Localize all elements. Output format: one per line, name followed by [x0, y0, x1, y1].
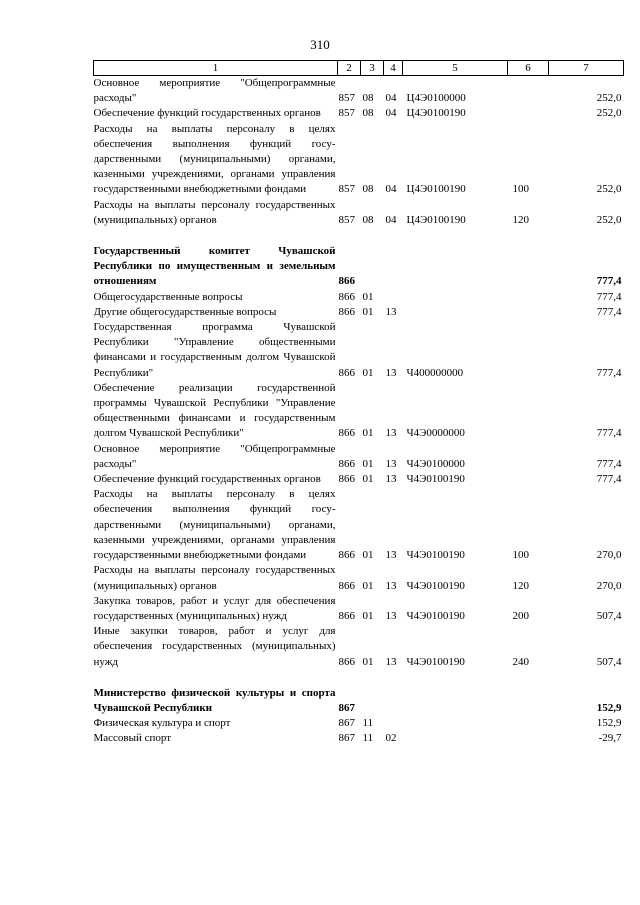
section-code: 01 — [362, 579, 374, 592]
target-article-code: Ц4Э0100190 — [406, 183, 466, 196]
section-code: 01 — [362, 427, 374, 440]
subsection-code: 13 — [385, 609, 397, 622]
subsection-code: 02 — [385, 732, 397, 745]
spacer-row — [94, 670, 624, 686]
section-header-row — [94, 686, 624, 716]
expense-type-code — [508, 106, 549, 121]
section-code: 08 — [362, 213, 374, 226]
row-name: Другие общегосударственные вопросы — [93, 305, 277, 318]
row-name: Расходы на выплаты персоналу в целях обеспечения выполнения функций государственными (муниципальными) органами, казенными учреждениями, органами управления государственными внебюджетными фондами — [93, 122, 336, 196]
table-row — [94, 76, 624, 107]
budget-table — [93, 60, 624, 747]
row-name: Общегосударственные вопросы — [93, 290, 243, 303]
amount: 777,4 — [596, 457, 622, 470]
section-code: 01 — [362, 473, 374, 486]
subsection-code: 13 — [385, 366, 397, 379]
section-code: 01 — [362, 549, 374, 562]
ministry-code: 866 — [338, 305, 355, 318]
expense-type-code — [508, 472, 549, 487]
section-code: 01 — [362, 609, 374, 622]
ministry-code: 857 — [338, 213, 355, 226]
amount: 252,0 — [596, 92, 622, 105]
row-name: Основное мероприятие "Общепрограммные расходы" — [93, 442, 336, 470]
table-row — [94, 320, 624, 381]
expense-type-code: 100 — [512, 549, 529, 562]
section-code: 08 — [362, 107, 374, 120]
ministry-code: 866 — [338, 579, 355, 592]
section-code: 11 — [362, 717, 374, 730]
row-name: Государственный комитет Чувашской Республики по имущественным и земельным отношениям — [93, 245, 336, 288]
row-name: Закупка товаров, работ и услуг для обеспечения государственных (муниципальных) нужд — [93, 594, 336, 622]
subsection-code: 13 — [385, 457, 397, 470]
amount: 777,4 — [596, 275, 622, 288]
target-article-code: Ц4Э0100000 — [406, 92, 466, 105]
subsection-code — [384, 686, 403, 716]
target-article-code: Ч400000000 — [406, 366, 464, 379]
spacer-cell — [94, 228, 624, 244]
target-article-code: Ч4Э0100190 — [406, 655, 465, 668]
row-name: Иные закупки товаров, работ и услуг для обеспечения государственных (муниципальных) нужд — [93, 625, 336, 668]
target-article-code — [403, 244, 508, 290]
row-name: Основное мероприятие "Общепрограммные расходы" — [93, 77, 336, 105]
column-header: 4 — [384, 61, 403, 76]
subsection-code: 04 — [385, 213, 397, 226]
table-row — [94, 624, 624, 670]
amount: 252,0 — [596, 213, 622, 226]
ministry-code: 867 — [338, 701, 355, 714]
amount: 270,0 — [596, 549, 622, 562]
table-row — [94, 106, 624, 121]
expense-type-code — [508, 731, 549, 746]
amount: 152,9 — [596, 717, 622, 730]
column-header-row — [94, 61, 624, 76]
subsection-code — [384, 716, 403, 731]
target-article-code — [403, 686, 508, 716]
amount: -29,7 — [598, 732, 622, 745]
subsection-code: 13 — [385, 549, 397, 562]
table-row — [94, 472, 624, 487]
column-header: 7 — [549, 61, 624, 76]
ministry-code: 866 — [338, 366, 355, 379]
expense-type-code — [508, 686, 549, 716]
section-code — [361, 686, 384, 716]
section-code: 01 — [362, 655, 374, 668]
ministry-code: 866 — [338, 457, 355, 470]
spacer-row — [94, 228, 624, 244]
section-code: 01 — [362, 290, 374, 303]
table-row — [94, 122, 624, 198]
ministry-code: 857 — [338, 92, 355, 105]
amount: 252,0 — [596, 183, 622, 196]
section-code — [361, 244, 384, 290]
expense-type-code — [508, 244, 549, 290]
section-code: 01 — [362, 305, 374, 318]
section-code: 01 — [362, 366, 374, 379]
expense-type-code — [508, 716, 549, 731]
expense-type-code: 120 — [512, 213, 529, 226]
amount: 252,0 — [596, 107, 622, 120]
target-article-code — [403, 305, 508, 320]
ministry-code: 866 — [338, 549, 355, 562]
target-article-code: Ч4Э0100000 — [406, 457, 465, 470]
ministry-code: 866 — [338, 290, 355, 303]
table-row — [94, 731, 624, 746]
target-article-code: Ц4Э0100190 — [406, 107, 466, 120]
expense-type-code: 120 — [512, 579, 529, 592]
amount: 507,4 — [596, 609, 622, 622]
row-name: Обеспечение реализации государственной программы Чувашской Республики "Управление общественными финансaми и государственным долгом Чувашской Республики" — [93, 381, 336, 440]
column-header: 2 — [338, 61, 361, 76]
ministry-code: 866 — [338, 275, 355, 288]
expense-type-code — [508, 290, 549, 305]
section-code: 08 — [362, 183, 374, 196]
amount: 777,4 — [596, 473, 622, 486]
ministry-code: 857 — [338, 183, 355, 196]
row-name: Расходы на выплаты персоналу в целях обеспечения выполнения функций государственными (муниципальными) органами, казенными учреждениями, органами управления государственными внебюджетными фондами — [93, 488, 336, 562]
table-row — [94, 381, 624, 442]
row-name: Массовый спорт — [93, 732, 172, 745]
subsection-code: 13 — [385, 473, 397, 486]
row-name: Физическая культура и спорт — [93, 717, 231, 730]
amount: 152,9 — [596, 701, 622, 714]
subsection-code: 04 — [385, 183, 397, 196]
column-header: 1 — [94, 61, 338, 76]
ministry-code: 857 — [338, 107, 355, 120]
table-row — [94, 198, 624, 228]
target-article-code: Ч4Э0100190 — [406, 549, 465, 562]
column-header: 3 — [361, 61, 384, 76]
ministry-code: 866 — [338, 655, 355, 668]
expense-type-code — [508, 381, 549, 442]
expense-type-code — [508, 76, 549, 107]
expense-type-code: 100 — [512, 183, 529, 196]
column-header: 5 — [403, 61, 508, 76]
subsection-code: 13 — [385, 305, 397, 318]
table-row — [94, 716, 624, 731]
ministry-code: 866 — [338, 427, 355, 440]
row-name: Государственная программа Чувашской Республики "Управление общественными финансами и государственным долгом Чувашской Республики" — [93, 321, 336, 379]
ministry-code: 867 — [338, 717, 355, 730]
target-article-code — [403, 716, 508, 731]
spacer-cell — [94, 670, 624, 686]
table-body — [94, 76, 624, 747]
page-number: 310 — [310, 37, 330, 52]
amount: 507,4 — [596, 655, 622, 668]
expense-type-code: 240 — [512, 655, 529, 668]
ministry-code: 866 — [338, 473, 355, 486]
amount: 270,0 — [596, 579, 622, 592]
ministry-code: 867 — [338, 732, 355, 745]
amount: 777,4 — [596, 427, 622, 440]
column-header: 6 — [508, 61, 549, 76]
target-article-code: Ц4Э0100190 — [406, 213, 466, 226]
row-name: Министерство физической культуры и спорта Чувашской Республики — [93, 686, 336, 714]
table-row — [94, 563, 624, 593]
section-header-row — [94, 244, 624, 290]
subsection-code: 04 — [385, 107, 397, 120]
table-row — [94, 487, 624, 563]
row-name: Расходы на выплаты персоналу государственных (муниципальных) органов — [93, 198, 336, 226]
row-name: Расходы на выплаты персоналу государственных (муниципальных) органов — [93, 564, 336, 592]
row-name: Обеспечение функций государственных органов — [93, 107, 321, 120]
target-article-code — [403, 731, 508, 746]
amount: 777,4 — [596, 305, 622, 318]
subsection-code: 13 — [385, 579, 397, 592]
target-article-code: Ч4Э0000000 — [406, 427, 465, 440]
subsection-code: 13 — [385, 655, 397, 668]
section-code: 11 — [362, 732, 374, 745]
amount: 777,4 — [596, 290, 622, 303]
table-row — [94, 594, 624, 624]
table-row — [94, 290, 624, 305]
expense-type-code: 200 — [512, 609, 529, 622]
table-row — [94, 442, 624, 472]
row-name: Обеспечение функций государственных органов — [93, 473, 321, 486]
ministry-code: 866 — [338, 609, 355, 622]
expense-type-code — [508, 320, 549, 381]
subsection-code — [384, 244, 403, 290]
target-article-code: Ч4Э0100190 — [406, 473, 465, 486]
section-code: 08 — [362, 92, 374, 105]
target-article-code: Ч4Э0100190 — [406, 579, 465, 592]
subsection-code: 04 — [385, 92, 397, 105]
expense-type-code — [508, 442, 549, 472]
table-row — [94, 305, 624, 320]
target-article-code: Ч4Э0100190 — [406, 609, 465, 622]
subsection-code — [384, 290, 403, 305]
expense-type-code — [508, 305, 549, 320]
section-code: 01 — [362, 457, 374, 470]
target-article-code — [403, 290, 508, 305]
amount: 777,4 — [596, 366, 622, 379]
subsection-code: 13 — [385, 427, 397, 440]
